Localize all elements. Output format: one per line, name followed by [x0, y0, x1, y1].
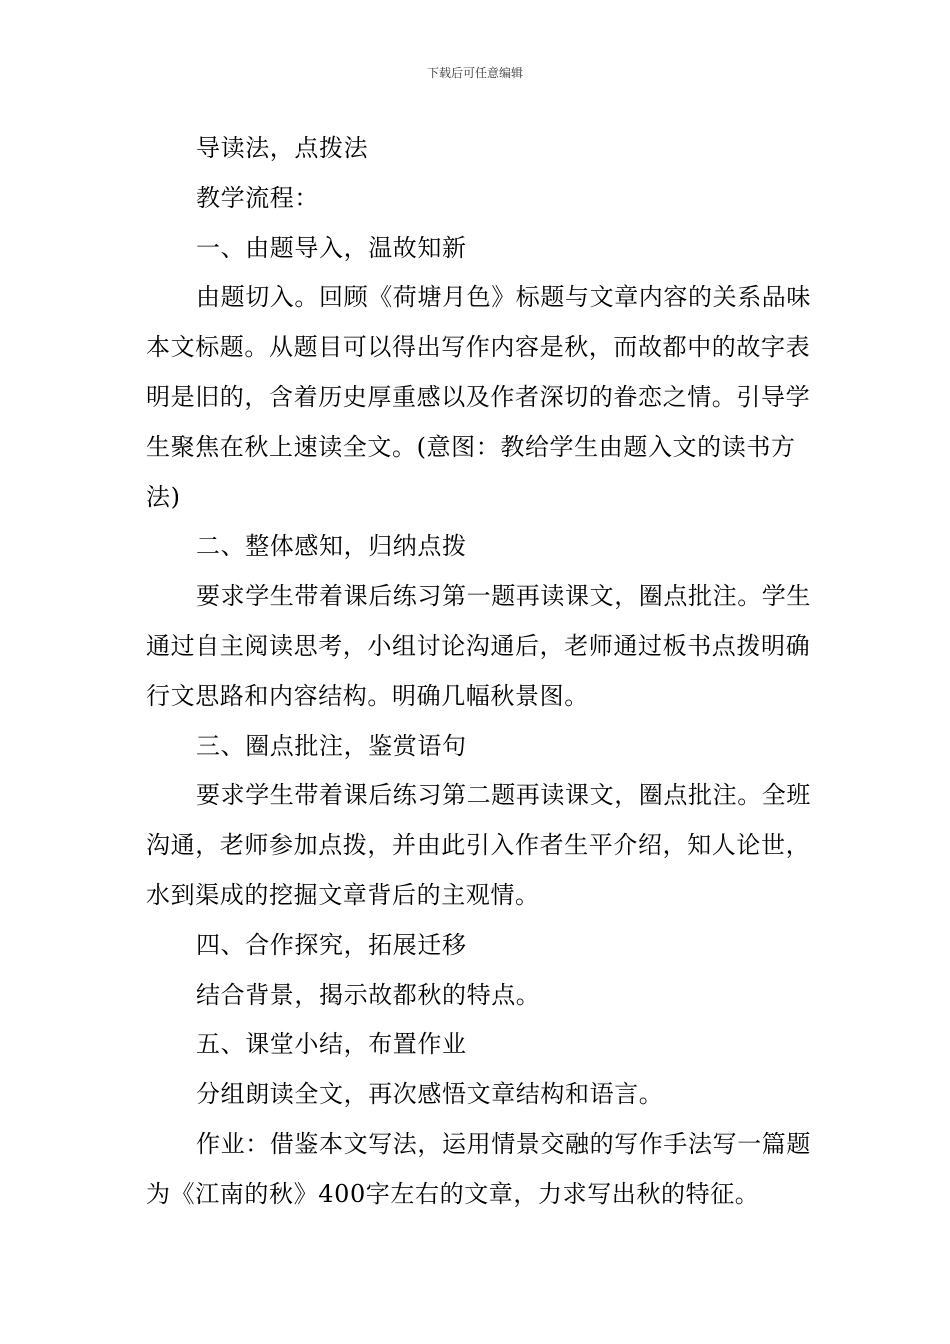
section-heading-2: 二、整体感知，归纳点拨 [196, 532, 467, 561]
header-note: 下载后可任意编辑 [426, 66, 523, 80]
document-body [146, 124, 814, 1220]
paragraph-process-heading: 教学流程： [196, 183, 319, 212]
section-heading-3: 三、圈点批注，鉴赏语句 [196, 731, 467, 760]
section-heading-1: 一、由题导入，温故知新 [196, 233, 467, 262]
paragraph-section-5: 分组朗读全文，再次感悟文章结构和语言。 [196, 1080, 664, 1109]
paragraph-section-2: 要求学生带着课后练习第一题再读课文，圈点批注。学生通过自主阅读思考，小组讨论沟通后，老师通过板书点拨明确行文思路和内容结构。明确几幅秋景图。 [146, 582, 811, 710]
paragraph-method: 导读法，点拨法 [196, 134, 369, 162]
paragraph-section-4: 结合背景，揭示故都秋的特点。 [196, 980, 541, 1009]
section-heading-5: 五、课堂小结，布置作业 [196, 1030, 467, 1059]
paragraph-section-1: 由题切入。回顾《荷塘月色》标题与文章内容的关系品味本文标题。从题目可以得出写作内容是秋，而故都中的故字表明是旧的，含着历史厚重感以及作者深切的眷恋之情。引导学生聚焦在秋上速读全文。(意图：教给学生由题入文的读书方法) [146, 283, 811, 511]
paragraph-section-3: 要求学生带着课后练习第二题再读课文，圈点批注。全班沟通，老师参加点拨，并由此引入作者生平介绍，知人论世，水到渠成的挖掘文章背后的主观情。 [146, 781, 811, 909]
section-heading-4: 四、合作探究，拓展迁移 [196, 930, 467, 959]
paragraph-homework: 作业：借鉴本文写法，运用情景交融的写作手法写一篇题为《江南的秋》400字左右的文章，力求写出秋的特征。 [146, 1129, 811, 1208]
